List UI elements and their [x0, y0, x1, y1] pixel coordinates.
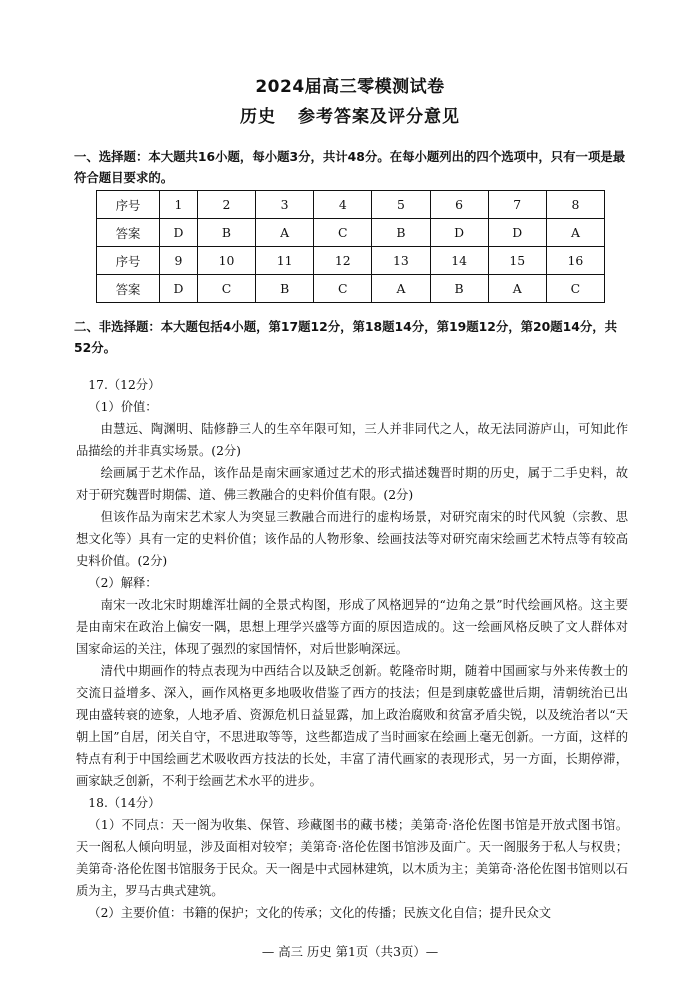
q18-paragraph: （2）主要价值：书籍的保护；文化的传承；文化的传播；民族文化自信；提升民众文 [88, 906, 552, 920]
table-cell: C [314, 275, 372, 303]
q17-paragraph: 由慧远、陶渊明、陆修静三人的生卒年限可知，三人并非同代之人，故无法同游庐山，可知此作品描绘的并非真实场景。(2分) [76, 422, 628, 458]
table-cell: 1 [160, 191, 198, 219]
table-cell: 3 [256, 191, 314, 219]
table-cell: C [546, 275, 604, 303]
table-cell: B [430, 275, 488, 303]
table-cell: D [430, 219, 488, 247]
table-cell: 序号 [97, 191, 160, 219]
page-footer: — 高三 历史 第1页（共3页）— [261, 944, 439, 959]
table-cell: 6 [430, 191, 488, 219]
table-cell: 8 [546, 191, 604, 219]
q17-paragraph: 南宋一改北宋时期雄浑壮阔的全景式构图，形成了风格迥异的“边角之景”时代绘画风格。这主要是由南宋在政治上偏安一隅，思想上理学兴盛等方面的原因造成的。这一绘画风格反映了文人群体对国家命运的关注，体现了强烈的家国情怀，对后世影响深远。 [76, 598, 628, 656]
table-row [97, 247, 605, 275]
table-cell: 12 [314, 247, 372, 275]
table-cell: 答案 [97, 275, 160, 303]
table-cell: C [197, 275, 255, 303]
table-row [97, 219, 605, 247]
table-cell: C [314, 219, 372, 247]
q18-header: 18.（14分） [88, 796, 161, 810]
table-cell: A [488, 275, 546, 303]
table-cell: D [160, 275, 198, 303]
table-cell: 2 [197, 191, 255, 219]
answer-key-label: 参考答案及评分意见 [298, 107, 460, 127]
q17-paragraph: 清代中期画作的特点表现为中西结合以及缺乏创新。乾隆帝时期，随着中国画家与外来传教士的交流日益增多、深入，画作风格更多地吸收借鉴了西方的技法；但是到康乾盛世后期，清朝统治已出现由盛转衰的迹象，人地矛盾、资源危机日益显露，加上政治腐败和贫富矛盾尖锐，以及统治者以“天朝上国”自居，闭关自守，不思进取等等，这些都造成了当时画家在绘画上毫无创新。一方面，这样的特点有利于中国绘画艺术吸收西方技法的长处，丰富了清代画家的表现形式，另一方面，长期停滞，画家缺乏创新，不利于绘画艺术水平的进步。 [76, 664, 628, 788]
q17-part2-label: （2）解释： [88, 576, 158, 590]
table-cell: 11 [256, 247, 314, 275]
table-cell: B [372, 219, 430, 247]
section1-heading: 一、选择题：本大题共16小题，每小题3分，共计48分。在每小题列出的四个选项中，只有一项是最符合题目要求的。 [74, 149, 626, 185]
exam-subtitle [0, 102, 700, 127]
q17-paragraph: 绘画属于艺术作品，该作品是南宋画家通过艺术的形式描述魏晋时期的历史，属于二手史料，故对于研究魏晋时期儒、道、佛三教融合的史料价值有限。(2分) [76, 466, 628, 502]
table-cell: 10 [197, 247, 255, 275]
answer-table [96, 190, 605, 303]
table-cell: B [197, 219, 255, 247]
q17-part1-label: （1）价值： [88, 400, 158, 414]
table-cell: 答案 [97, 219, 160, 247]
subject-label: 历史 [240, 107, 276, 127]
table-row [97, 191, 605, 219]
table-cell: 序号 [97, 247, 160, 275]
table-cell: 4 [314, 191, 372, 219]
table-cell: 9 [160, 247, 198, 275]
table-cell: A [256, 219, 314, 247]
table-cell: B [256, 275, 314, 303]
table-cell: A [546, 219, 604, 247]
section2-heading: 二、非选择题：本大题包括4小题，第17题12分，第18题14分，第19题12分，第20题14分，共52分。 [74, 319, 618, 355]
table-cell: 16 [546, 247, 604, 275]
q17-paragraph: 但该作品为南宋艺术家人为突显三教融合而进行的虚构场景，对研究南宋的时代风貌（宗教、思想文化等）具有一定的史料价值；该作品的人物形象、绘画技法等对研究南宋绘画艺术特点等有较高史料价值。(2分) [76, 510, 628, 568]
answer-body [76, 374, 628, 924]
table-cell: 15 [488, 247, 546, 275]
exam-title: 2024届高三零模测试卷 [255, 77, 445, 97]
table-cell: 7 [488, 191, 546, 219]
q18-paragraph: （1）不同点：天一阁为收集、保管、珍藏图书的藏书楼；美第奇·洛伦佐图书馆是开放式图书馆。天一阁私人倾向明显，涉及面相对较窄；美第奇·洛伦佐图书馆涉及面广。天一阁服务于私人与权贵；美第奇·洛伦佐图书馆服务于民众。天一阁是中式园林建筑，以木质为主；美第奇·洛伦佐图书馆则以石质为主，罗马古典式建筑。 [76, 818, 628, 898]
table-cell: D [160, 219, 198, 247]
table-cell: 14 [430, 247, 488, 275]
q17-header: 17.（12分） [88, 378, 161, 392]
table-cell: 5 [372, 191, 430, 219]
table-cell: D [488, 219, 546, 247]
table-cell: A [372, 275, 430, 303]
table-cell: 13 [372, 247, 430, 275]
table-row [97, 275, 605, 303]
